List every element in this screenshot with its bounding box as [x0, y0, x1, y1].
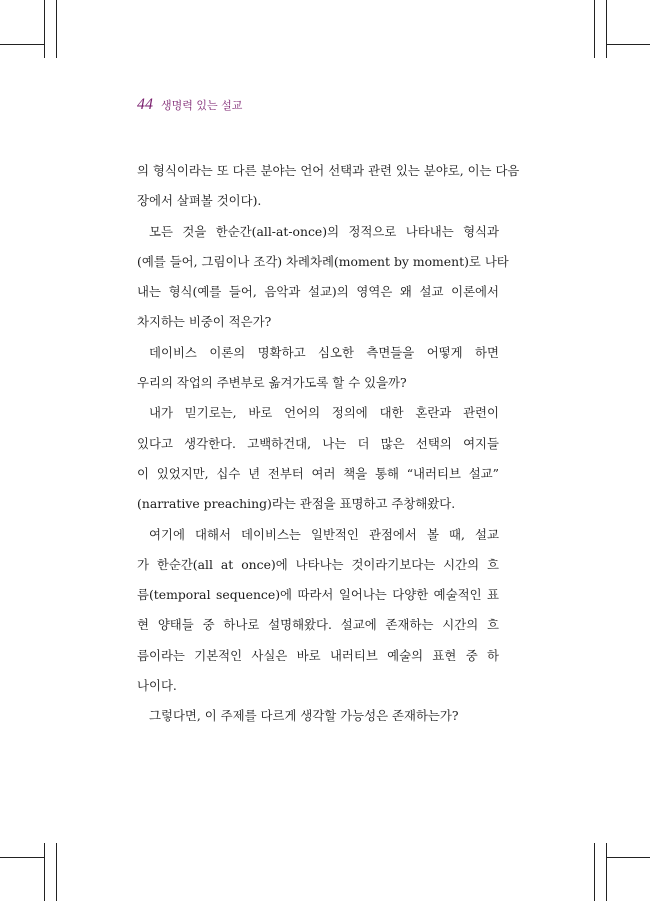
running-head — [137, 96, 242, 116]
book-title: 생명력 있는 설교 — [161, 99, 243, 112]
text-line: 현 양태들 중 하나로 설명해왔다. 설교에 존재하는 시간의 흐 — [137, 617, 499, 633]
text-line: 차지하는 비중이 적은가? — [137, 314, 272, 330]
text-line: 여기에 대해서 데이비스는 일반적인 관점에서 볼 때, 설교 — [149, 526, 499, 542]
paragraph — [137, 398, 499, 519]
text-line: 의 형식이라는 또 다른 분야는 언어 선택과 관련 있는 분야로, 이는 다음 — [137, 163, 520, 178]
paragraph — [137, 217, 509, 338]
text-line: 이 있었지만, 십수 년 전부터 여러 책을 통해 “내러티브 설교” — [137, 465, 499, 481]
crop-mark — [0, 857, 44, 858]
crop-mark — [0, 44, 44, 45]
crop-mark — [56, 843, 57, 901]
paragraph — [137, 520, 499, 702]
paragraph — [137, 338, 499, 399]
text-line: 있다고 생각한다. 고백하건대, 나는 더 많은 선택의 여지들 — [137, 435, 499, 451]
text-line: 나이다. — [137, 678, 177, 694]
text-line: 내가 믿기로는, 바로 언어의 정의에 대한 혼란과 관련이 — [149, 405, 499, 421]
paragraph — [137, 701, 499, 731]
page-number: 44 — [137, 96, 153, 113]
paragraph — [137, 156, 520, 217]
crop-mark — [606, 843, 607, 901]
body-text — [137, 156, 520, 732]
text-line: 내는 형식(예를 들어, 음악과 설교)의 영역은 왜 설교 이론에서 — [137, 284, 499, 300]
crop-mark — [594, 0, 595, 58]
text-line: 데이비스 이론의 명확하고 심오한 측면들을 어떻게 하면 — [149, 344, 499, 360]
text-line: (예를 들어, 그림이나 조각) 차례차례(moment by moment)로 나타 — [137, 253, 509, 269]
text-line: 가 한순간(all at once)에 나타나는 것이라기보다는 시간의 흐 — [137, 556, 499, 572]
text-line: 름(temporal sequence)에 따라서 일어나는 다양한 예술적인 표 — [137, 587, 499, 603]
text-line: (narrative preaching)라는 관점을 표명하고 주창해왔다. — [137, 496, 456, 512]
crop-mark — [56, 0, 57, 58]
text-line: 장에서 살펴볼 것이다). — [137, 193, 262, 209]
crop-mark — [44, 843, 45, 901]
crop-mark — [606, 0, 607, 58]
crop-mark — [606, 44, 650, 45]
text-line: 름이라는 기본적인 사실은 바로 내러티브 예술의 표현 중 하 — [137, 647, 499, 663]
text-line: 그렇다면, 이 주제를 다르게 생각할 가능성은 존재하는가? — [149, 708, 459, 724]
crop-mark — [606, 857, 650, 858]
text-line: 모든 것을 한순간(all-at-once)의 정적으로 나타내는 형식과 — [149, 223, 499, 239]
text-line: 우리의 작업의 주변부로 옮겨가도록 할 수 있을까? — [137, 375, 407, 391]
crop-mark — [44, 0, 45, 58]
crop-mark — [594, 843, 595, 901]
